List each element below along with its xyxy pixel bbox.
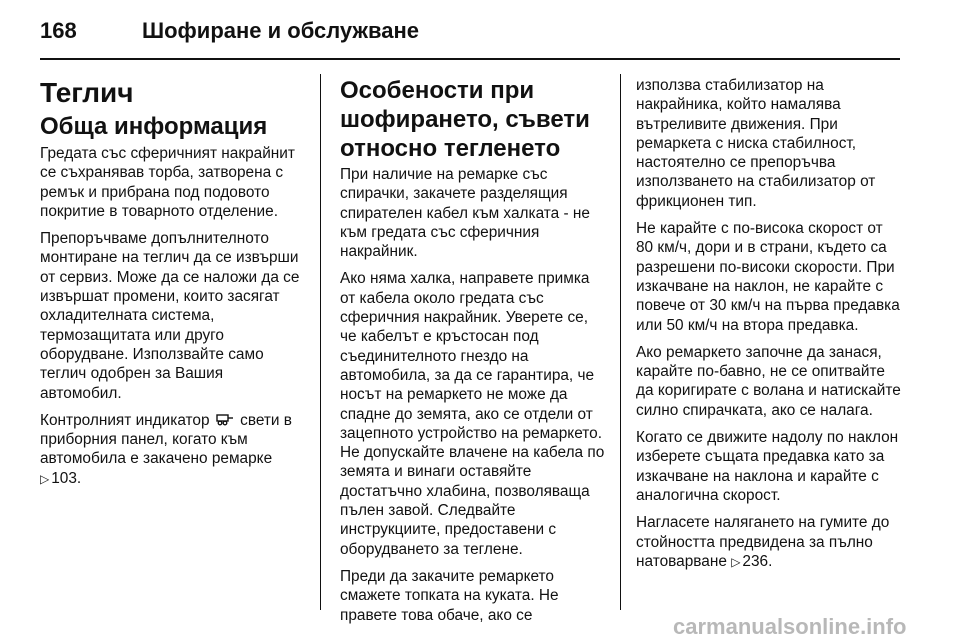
page-reference[interactable]: 236. [742, 552, 773, 570]
column-right [636, 76, 904, 580]
paragraph: Когато се движите надолу по наклон изберете същата предавка като за изкачване на наклона и карайте с аналогична скорост. [636, 429, 899, 504]
column-divider [620, 74, 621, 610]
subsection-title: Особености при шофирането, съвети относно тегленето [340, 77, 590, 162]
paragraph-text: Контролният индикатор [40, 411, 210, 429]
paragraph [40, 411, 306, 489]
ref-arrow-icon: ▷ [40, 471, 50, 486]
page-header [40, 16, 900, 60]
paragraph-text: свети в приборния панел, когато към автомобила е закачено ремарке [40, 411, 292, 468]
chapter-title: Теглич [40, 77, 134, 108]
paragraph [636, 513, 904, 572]
page-reference[interactable]: 103. [51, 469, 82, 487]
page-number: 168 [40, 18, 77, 43]
paragraph: Не карайте с по-висока скорост от 80 км/ч, дори и в страни, където са разрешени по-високи скорости. При изкачване на наклон, не карайте с повече от 30 км/ч на първа предавка или 50 км/ч на втора предавка. [636, 220, 900, 334]
column-middle [340, 76, 606, 633]
column-left [40, 76, 306, 497]
paragraph: Гредата със сферичният накрайнит се съхранявав торба, затворена с ремък и прибрана под подовото покритие в товарното отделение. [40, 145, 295, 220]
paragraph: Преди да закачите ремаркето смажете топката на куката. Не правете това обаче, ако се [340, 567, 559, 624]
subsection-title: Обща информация [40, 113, 268, 140]
paragraph: Препоръчваме допълнителното монтиране на теглич да се извърши от сервиз. Може да се наложи да се извършат промени, които засягат охладителната система, термозащитата или друго оборудване. Използвайте само теглич одобрен за Вашия автомобил. [40, 230, 300, 402]
paragraph: При наличие на ремарке със спирачки, закачете разделящия спирателен кабел към халката - не към гредата със сферичния накрайник. [340, 166, 590, 261]
paragraph: Ако няма халка, направете примка от кабела около гредата със сферичния накрайник. Уверете се, че кабелът е кръстосан под съединителното гнездо на автомобила, за да се гарантира, че носът на ремаркето не може да спадне до земята, ако се отдели от зацепното устройство на ремаркето. Не допускайте влачене на кабела по земята и винаги оставяйте достатъчно хлабина, позволяваща пълен завой. Следвайте инструкциите, предоставени с оборудването за теглене. [340, 270, 605, 558]
watermark: carmanualsonline.info [673, 614, 907, 639]
paragraph: използва стабилизатор на накрайника, който намалява вътреливите движения. При ремаркета с ниска стабилност, настоятелно се препоръчва използването на стабилизатор от фрикционен тип. [636, 77, 876, 210]
section-title: Шофиране и обслужване [142, 18, 420, 43]
paragraph-text: Нагласете налягането на гумите до стойността предвидена за пълно натоварване [636, 514, 890, 570]
ref-arrow-icon: ▷ [731, 554, 741, 569]
column-divider [320, 74, 321, 610]
paragraph: Ако ремаркето започне да занася, карайте по-бавно, не се опитвайте да коригирате с волана и натискайте силно спирачката, ако се налага. [636, 343, 901, 419]
trailer-indicator-icon [216, 413, 234, 427]
